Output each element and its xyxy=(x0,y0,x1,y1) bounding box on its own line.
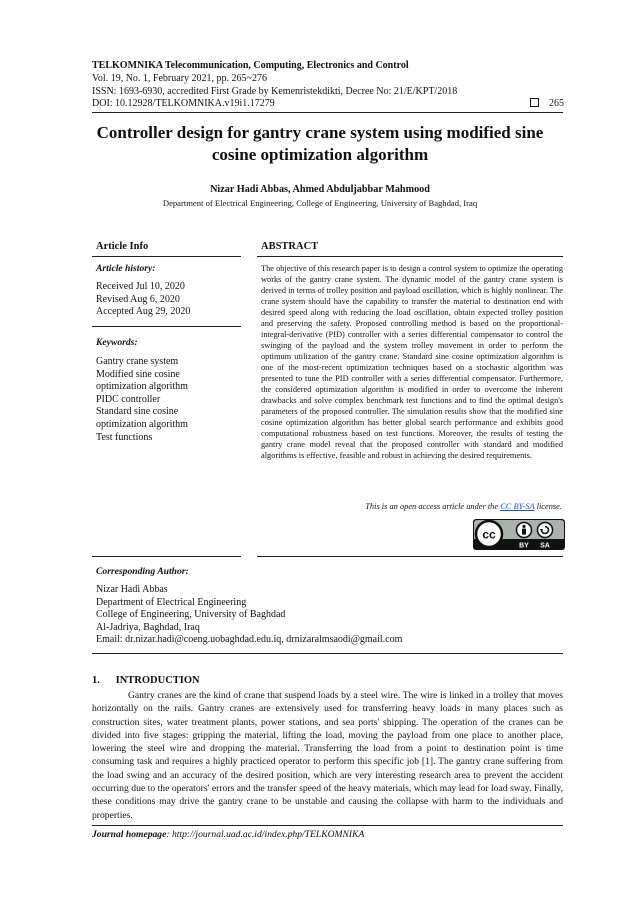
keyword-item: optimization algorithm xyxy=(96,381,188,393)
history-divider xyxy=(92,326,241,327)
cc-text: cc xyxy=(482,527,496,542)
article-info-divider xyxy=(92,256,241,257)
keyword-item: PIDC controller xyxy=(96,393,161,405)
paper-title xyxy=(70,122,570,166)
article-info-heading: Article Info xyxy=(96,241,149,252)
keyword-item: Standard sine cosine xyxy=(96,406,179,418)
keyword-item: optimization algorithm xyxy=(96,418,188,430)
by-text: BY xyxy=(519,542,529,550)
volume-info: Vol. 19, No. 1, February 2021, pp. 265~276 xyxy=(92,72,267,84)
author-email: Email: dr.nizar.hadi@coeng.uobaghdad.edu.iq, drnizaralmsaodi@gmail.com xyxy=(96,634,403,646)
homepage-url[interactable]: : http://journal.uad.ac.id/index.php/TELKOMNIKA xyxy=(166,829,365,840)
page-number-area xyxy=(530,98,564,109)
license-link[interactable]: CC BY-SA xyxy=(500,502,535,511)
license-prefix: This is an open access article under the xyxy=(365,502,501,511)
authors: Nizar Hadi Abbas, Ahmed Abduljabbar Mahmood xyxy=(210,184,430,195)
affiliation: Department of Electrical Engineering, College of Engineering, University of Baghdad, Iraq xyxy=(162,198,478,208)
abstract-bottom-divider xyxy=(257,556,563,557)
keyword-item: Gantry crane system xyxy=(96,356,179,367)
journal-header xyxy=(92,60,457,111)
history-accepted: Accepted Aug 29, 2020 xyxy=(96,306,191,318)
abstract-text: The objective of this research paper is to design a control system to optimize the operating works of the gantry crane system. The dynamic model of the gantry crane system is derived in terms of trolley position and payload oscillation, which is highly nonlinear. The crane system should have the capability to transfer the material to destination end with desired speed along with reducing the load oscillation, obtain expected trolley position and preserving the safety. Proposed controlling method is based on the proportional-integral-derivative (PID) controller with a series differential compensator to control the swinging of the payload and the system trolley movement in order to perform the optimum utilization of the gantry crane. Standard sine cosine optimization algorithm is one of the most-recent optimization techniques based on a stochastic algorithm was presented to tune the PID controller with a series differential compensator. Furthermore, the considered optimization algorithm is modified in order to overcome the inherent drawbacks and solve complex benchmark test functions and to find the optimal design's parameters of the proposed controller. The simulation results show that the modified sine cosine optimization algorithm has better global search performance and exhibits good computational robustness based on test functions. Moreover, the results of testing the gantry crane model reveal that the proposed controller with standard and modified algorithms is effective, feasible and robust in achieving the desired requirements. xyxy=(261,264,563,460)
abstract-divider xyxy=(257,256,563,257)
homepage-label: Journal homepage xyxy=(92,829,167,840)
title-line-1: Controller design for gantry crane system using modified sine xyxy=(96,123,544,142)
history-list xyxy=(96,281,190,319)
corresponding-divider xyxy=(92,653,563,654)
license-note xyxy=(365,502,562,511)
keyword-item: Test functions xyxy=(96,431,153,443)
footer-divider xyxy=(92,825,563,826)
corresponding-label: Corresponding Author: xyxy=(96,566,189,577)
keywords-label: Keywords: xyxy=(96,337,138,348)
square-icon xyxy=(530,98,539,107)
author-address: Al-Jadriya, Baghdad, Iraq xyxy=(96,621,200,633)
keywords-divider xyxy=(92,556,241,557)
header-divider xyxy=(92,112,563,113)
author-name: Nizar Hadi Abbas xyxy=(96,584,168,595)
corresponding-details xyxy=(96,584,402,647)
cc-logo-icon xyxy=(473,519,565,550)
author-department: Department of Electrical Engineering xyxy=(96,596,247,608)
sa-text: SA xyxy=(540,542,550,550)
history-revised: Revised Aug 6, 2020 xyxy=(96,293,180,305)
history-received: Received Jul 10, 2020 xyxy=(96,281,185,292)
keywords-list xyxy=(96,356,188,444)
intro-paragraph: Gantry cranes are the kind of crane that suspend loads by a steel wire. The wire is linked in a trolley that moves horizontally on the rails. Gantry cranes are extensively used for transferring heavy loads in many places such as construction sites, water treatment plants, power stations, and sea ports' shipping. The operation of the cranes can be divided into five stages: gripping the material, lifting the load, moving the payload from one place to another place, lowering the steel wire and dropping the material. Transferring the load from a point to destination point is time consuming task and requires a highly practiced operator to perform this specific job [1]. The gantry crane suffering from the load swing and an accuracy of the desired position, which are very interesting research area to prevent the accident occurring due to the operators' errors and the transfer speed of the heavy materials, which may lead for load sway. Finally, these conditions may drive the gantry crane to be unstable and causing the collapse with harm to the individuals and properties. xyxy=(92,690,563,821)
intro-heading: 1. INTRODUCTION xyxy=(92,675,200,686)
journal-homepage xyxy=(92,829,364,840)
page-number: 265 xyxy=(549,98,564,109)
journal-name: TELKOMNIKA Telecommunication, Computing, Electronics and Control xyxy=(92,60,409,71)
issn-info: ISSN: 1693-6930, accredited First Grade by Kemenristekdikti, Decree No: 21/E/KPT/2018 xyxy=(92,85,458,97)
keyword-item: Modified sine cosine xyxy=(96,368,180,380)
abstract-heading: ABSTRACT xyxy=(261,241,319,252)
doi-info: DOI: 10.12928/TELKOMNIKA.v19i1.17279 xyxy=(92,98,275,110)
author-college: College of Engineering, University of Baghdad xyxy=(96,609,286,621)
license-suffix: license. xyxy=(534,502,562,511)
history-label: Article history: xyxy=(96,263,156,274)
title-line-2: cosine optimization algorithm xyxy=(211,145,429,164)
cc-by-sa-badge[interactable] xyxy=(473,519,565,550)
